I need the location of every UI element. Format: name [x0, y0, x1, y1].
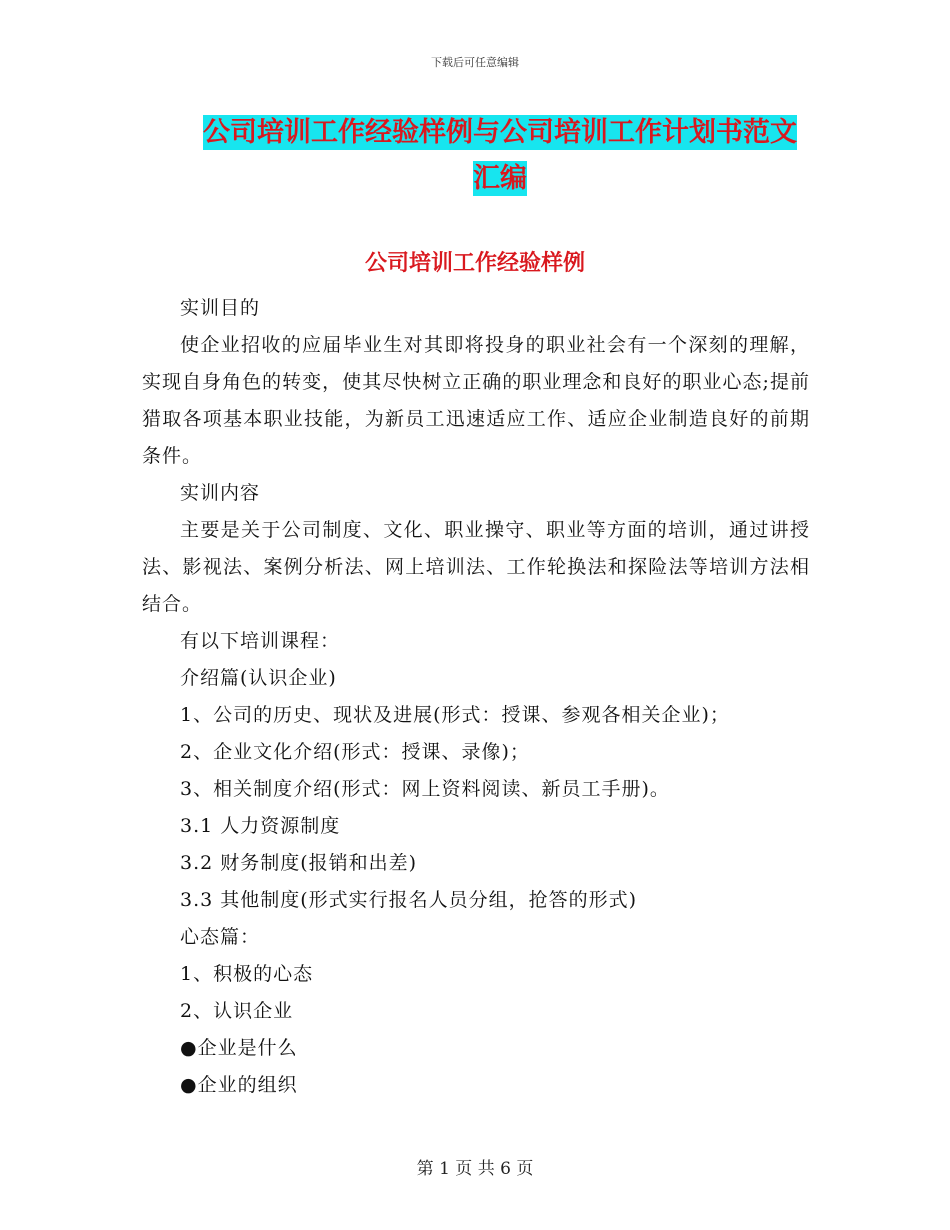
paragraph-training-purpose: 使企业招收的应届毕业生对其即将投身的职业社会有一个深刻的理解，实现自身角色的转变，使其尽快树立正确的职业理念和良好的职业心态;提前猎取各项基本职业技能，为新员工迅速适应工作、适应企业制造良好的前期条件。 — [142, 334, 810, 467]
list-item: 3.1 人力资源制度 — [180, 815, 341, 837]
paragraph-training-purpose-heading: 实训目的 — [180, 297, 261, 319]
list-item: 3.2 财务制度(报销和出差) — [180, 852, 418, 874]
document-title-text: 公司培训工作经验样例与公司培训工作计划书范文汇编 — [203, 117, 797, 194]
bullet-item: ●企业的组织 — [180, 1074, 298, 1096]
section-title: 公司培训工作经验样例 — [364, 251, 585, 276]
document-title — [190, 110, 810, 202]
list-item: 2、认识企业 — [180, 1000, 294, 1022]
list-item: 3.3 其他制度(形式实行报名人员分组，抢答的形式) — [180, 889, 638, 911]
paragraph-training-content: 主要是关于公司制度、文化、职业操守、职业等方面的培训，通过讲授法、影视法、案例分析法、网上培训法、工作轮换法和探险法等培训方法相结合。 — [142, 519, 810, 615]
list-item: 3、相关制度介绍(形式：网上资料阅读、新员工手册)。 — [180, 778, 670, 800]
paragraph-courses-intro: 有以下培训课程： — [180, 630, 341, 652]
list-item: 2、企业文化介绍(形式：授课、录像)； — [180, 741, 530, 763]
page-number: 第 1 页 共 6 页 — [416, 1159, 534, 1179]
paragraph-training-content-heading: 实训内容 — [180, 482, 261, 504]
header-note: 下载后可任意编辑 — [431, 56, 519, 69]
bullet-item: ●企业是什么 — [180, 1037, 298, 1059]
paragraph-intro-section: 介绍篇(认识企业) — [180, 667, 337, 689]
list-item: 1、积极的心态 — [180, 963, 314, 985]
list-item: 1、公司的历史、现状及进展(形式：授课、参观各相关企业)； — [180, 704, 730, 726]
document-body — [142, 290, 810, 1104]
paragraph-mindset-section: 心态篇： — [180, 926, 261, 948]
